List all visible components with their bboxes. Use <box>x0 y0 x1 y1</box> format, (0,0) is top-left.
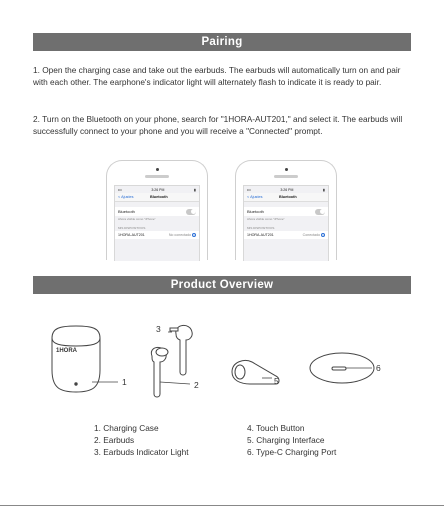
earpiece-speaker <box>145 175 169 178</box>
callout-6: 6 <box>376 363 381 373</box>
product-illustration <box>0 310 444 410</box>
bluetooth-toggle-row[interactable] <box>244 207 328 216</box>
bluetooth-label: Bluetooth <box>247 209 264 214</box>
legend-item: 5. Charging Interface <box>247 435 325 445</box>
nav-title: Bluetooth <box>279 195 297 199</box>
device-row[interactable] <box>244 231 328 239</box>
info-icon[interactable]: i <box>193 234 195 237</box>
pairing-step-1: 1. Open the charging case and take out the earbuds. The earbuds will automatically turn on and pair with each other. The earphone's indicator light will alternately flash to indicate it is ready to pair. <box>33 65 401 88</box>
status-time: 3:26 PM <box>151 188 165 192</box>
devices-section-header: MIS DISPOSITIVOS <box>247 226 275 230</box>
bluetooth-label: Bluetooth <box>118 209 135 214</box>
visible-note: Ahora visible como "iPhone" <box>247 217 285 221</box>
nav-bar <box>244 193 328 202</box>
info-icon[interactable]: i <box>322 234 324 237</box>
battery-icon: ▮ <box>194 188 196 192</box>
product-overview-heading-text: Product Overview <box>170 279 274 291</box>
phone-mockup-not-connected <box>106 160 208 260</box>
case-logo: 1HORA <box>56 348 78 354</box>
device-name: 1HORA-AUT201 <box>118 233 145 237</box>
legend-item: 3. Earbuds Indicator Light <box>94 447 189 457</box>
device-row[interactable] <box>115 231 199 239</box>
legend-right <box>247 422 336 458</box>
callout-3: 3 <box>156 324 161 334</box>
legend-item: 6. Type-C Charging Port <box>247 447 337 457</box>
device-status: No conectado <box>168 233 191 237</box>
pairing-heading <box>33 33 411 51</box>
legend-item: 1. Charging Case <box>94 423 159 433</box>
legend-item: 2. Earbuds <box>94 435 135 445</box>
earpiece-speaker <box>274 175 298 178</box>
earbuds-drawing <box>151 325 192 397</box>
back-link[interactable]: < Ajustes <box>247 195 263 199</box>
bluetooth-toggle-row[interactable] <box>115 207 199 216</box>
earbud-side-drawing <box>232 360 279 384</box>
device-name: 1HORA-AUT201 <box>247 233 274 237</box>
bluetooth-toggle[interactable] <box>315 209 325 215</box>
back-link[interactable]: < Ajustes <box>118 195 134 199</box>
status-time: 3:26 PM <box>280 188 294 192</box>
front-camera-icon <box>285 168 288 171</box>
product-overview-heading <box>33 276 411 294</box>
callout-2: 2 <box>194 380 199 390</box>
legend-left <box>94 422 189 458</box>
nav-title: Bluetooth <box>150 195 168 199</box>
front-camera-icon <box>156 168 159 171</box>
callout-line-2 <box>160 382 190 384</box>
phone-screen <box>114 185 200 261</box>
bluetooth-toggle[interactable] <box>186 209 196 215</box>
callout-1: 1 <box>122 377 127 387</box>
visible-note: Ahora visible como "iPhone" <box>118 217 156 221</box>
legend-item: 4. Touch Button <box>247 423 305 433</box>
phone-screen <box>243 185 329 261</box>
battery-icon: ▮ <box>323 188 325 192</box>
phone-mockup-connected <box>235 160 337 260</box>
pairing-step-2: 2. Turn on the Bluetooth on your phone, search for "1HORA-AUT201," and select it. The earbuds will successfully connect to your phone and you will receive a "Connected" prompt. <box>33 114 403 137</box>
device-status: Conectado <box>302 233 320 237</box>
bottom-divider <box>0 505 444 506</box>
nav-bar <box>115 193 199 202</box>
pairing-heading-text: Pairing <box>201 36 243 48</box>
signal-icon: ••• <box>118 188 122 192</box>
devices-section-header: MIS DISPOSITIVOS <box>118 226 146 230</box>
callout-5: 5 <box>274 376 279 386</box>
signal-icon: ••• <box>247 188 251 192</box>
